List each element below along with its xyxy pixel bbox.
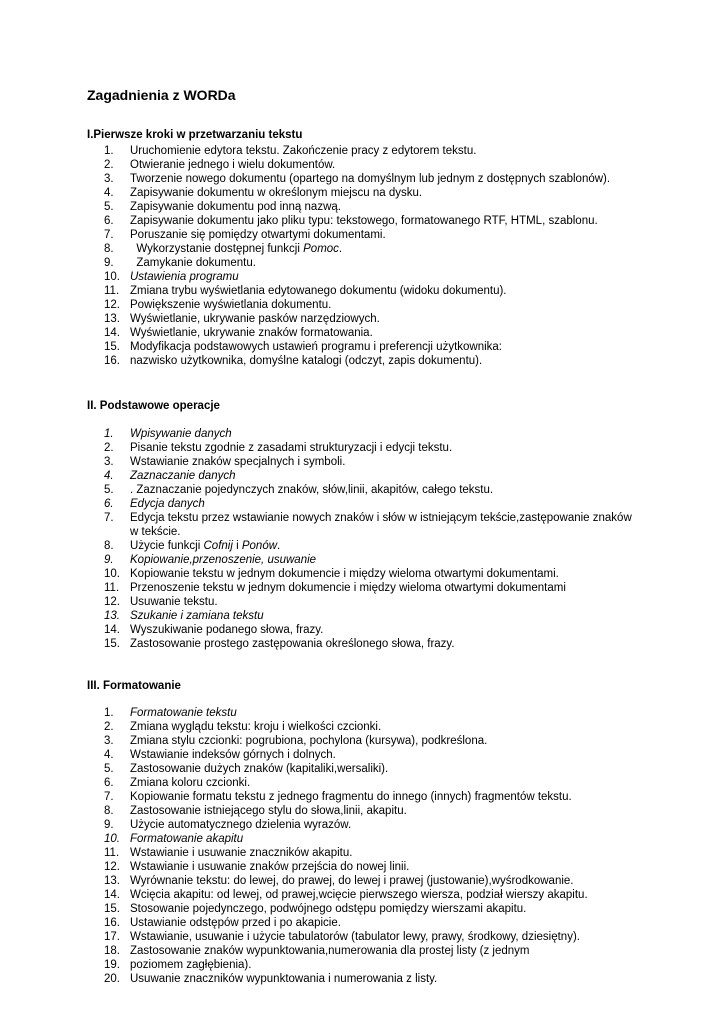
item-number: 2. bbox=[104, 721, 114, 733]
item-text-plain: Tworzenie nowego dokumentu (opartego na domyślnym lub jednym z dostępnych szablonów). bbox=[130, 173, 611, 185]
item-text bbox=[130, 888, 640, 902]
item-number: 16. bbox=[104, 917, 120, 929]
item-number: 14. bbox=[104, 327, 120, 339]
item-text bbox=[130, 553, 640, 567]
item-text-italic: Wpisywanie danych bbox=[130, 428, 232, 440]
item-text-plain: Zastosowanie prostego zastępowania określonego słowa, frazy. bbox=[130, 638, 455, 650]
list-item bbox=[0, 158, 724, 172]
item-text bbox=[130, 581, 640, 595]
item-number: 9. bbox=[104, 819, 114, 831]
list-item bbox=[0, 200, 724, 214]
item-text bbox=[130, 776, 640, 790]
item-text-italic: Cofnij bbox=[203, 540, 233, 552]
item-text bbox=[130, 270, 640, 284]
item-number: 2. bbox=[104, 159, 114, 171]
item-text bbox=[130, 832, 640, 846]
item-text-plain: . bbox=[277, 540, 281, 552]
section-heading-1: I.Pierwsze kroki w przetwarzaniu tekstu bbox=[87, 129, 303, 141]
item-text-plain: Otwieranie jednego i wielu dokumentów. bbox=[130, 159, 336, 171]
list-item bbox=[0, 427, 724, 441]
item-text bbox=[130, 944, 640, 958]
item-number: 4. bbox=[104, 187, 114, 199]
list-item bbox=[0, 284, 724, 298]
item-text bbox=[130, 706, 640, 720]
item-number: 16. bbox=[104, 355, 120, 367]
list-item bbox=[0, 595, 724, 609]
item-number: 4. bbox=[104, 749, 114, 761]
item-text-plain: . Zaznaczanie pojedynczych znaków, słów,linii, akapitów, całego tekstu. bbox=[130, 484, 494, 496]
list-item bbox=[0, 623, 724, 637]
item-text-plain: Kopiowanie formatu tekstu z jednego fragmentu do innego (innych) fragmentów tekstu. bbox=[130, 791, 572, 803]
list-item bbox=[0, 186, 724, 200]
item-number: 15. bbox=[104, 903, 120, 915]
item-text bbox=[130, 483, 640, 497]
item-text-plain: Wyświetlanie, ukrywanie znaków formatowania. bbox=[130, 327, 373, 339]
item-text-italic: Edycja danych bbox=[130, 498, 205, 510]
item-text-plain: Wstawianie i usuwanie znaków przejścia do nowej linii. bbox=[130, 861, 410, 873]
list-item bbox=[0, 958, 724, 972]
item-text-plain: Uruchomienie edytora tekstu. Zakończenie pracy z edytorem tekstu. bbox=[130, 145, 477, 157]
item-number: 13. bbox=[104, 610, 120, 622]
list-item bbox=[0, 172, 724, 186]
item-text-italic: Ponów bbox=[241, 540, 278, 552]
document-title: Zagadnienia z WORDa bbox=[87, 87, 236, 103]
list-item bbox=[0, 214, 724, 228]
item-text-plain: Użycie funkcji bbox=[130, 540, 204, 552]
item-number: 6. bbox=[104, 498, 114, 510]
item-text-plain: Zapisywanie dokumentu w określonym miejscu na dysku. bbox=[130, 187, 423, 199]
item-text-italic: Zaznaczanie danych bbox=[130, 470, 236, 482]
item-text bbox=[130, 284, 640, 298]
item-text-plain: Powiększenie wyświetlania dokumentu. bbox=[130, 299, 332, 311]
item-number: 4. bbox=[104, 470, 114, 482]
item-text bbox=[130, 298, 640, 312]
section-1-list bbox=[0, 144, 724, 368]
item-text bbox=[130, 748, 640, 762]
item-text-plain: nazwisko użytkownika, domyślne katalogi (odczyt, zapis dokumentu). bbox=[130, 355, 483, 367]
item-text bbox=[130, 427, 640, 441]
item-number: 10. bbox=[104, 568, 120, 580]
list-item bbox=[0, 818, 724, 832]
list-item bbox=[0, 469, 724, 483]
item-text-plain: Wcięcia akapitu: od lewej, od prawej,wcięcie pierwszego wiersza, podział wierszy akapitu. bbox=[130, 889, 588, 901]
list-item bbox=[0, 762, 724, 776]
item-text-plain: Kopiowanie tekstu w jednym dokumencie i między wieloma otwartymi dokumentami. bbox=[130, 568, 559, 580]
item-text bbox=[130, 340, 640, 354]
item-text bbox=[130, 228, 640, 242]
item-number: 18. bbox=[104, 945, 120, 957]
list-item bbox=[0, 581, 724, 595]
item-number: 1. bbox=[104, 428, 114, 440]
item-text-plain: Edycja tekstu przez wstawianie nowych znaków i słów w istniejącym tekście,zastępowanie znaków w tekście. bbox=[130, 512, 635, 538]
item-number: 10. bbox=[104, 833, 120, 845]
item-text-plain: Modyfikacja podstawowych ustawień programu i preferencji użytkownika: bbox=[130, 341, 503, 353]
item-text bbox=[130, 455, 640, 469]
list-item bbox=[0, 455, 724, 469]
item-text bbox=[130, 441, 640, 455]
item-number: 19. bbox=[104, 959, 120, 971]
item-text bbox=[130, 637, 640, 651]
list-item bbox=[0, 609, 724, 623]
list-item bbox=[0, 228, 724, 242]
list-item bbox=[0, 748, 724, 762]
section-heading-3: III. Formatowanie bbox=[87, 680, 181, 692]
list-item bbox=[0, 874, 724, 888]
list-item bbox=[0, 298, 724, 312]
item-text bbox=[130, 916, 640, 930]
list-item bbox=[0, 972, 724, 986]
item-number: 20. bbox=[104, 973, 120, 985]
item-number: 6. bbox=[104, 777, 114, 789]
list-item bbox=[0, 860, 724, 874]
item-number: 14. bbox=[104, 889, 120, 901]
item-number: 7. bbox=[104, 229, 114, 241]
item-text-plain: Stosowanie pojedynczego, podwójnego odstępu pomiędzy wierszami akapitu. bbox=[130, 903, 527, 915]
list-item bbox=[0, 888, 724, 902]
item-text bbox=[130, 804, 640, 818]
item-text bbox=[130, 144, 640, 158]
item-text-plain: Pisanie tekstu zgodnie z zasadami strukturyzacji i edycji tekstu. bbox=[130, 442, 453, 454]
list-item bbox=[0, 144, 724, 158]
item-text-plain: Zastosowanie dużych znaków (kapitaliki,wersaliki). bbox=[130, 763, 389, 775]
item-number: 5. bbox=[104, 763, 114, 775]
item-number: 12. bbox=[104, 299, 120, 311]
item-text-plain: Ustawianie odstępów przed i po akapicie. bbox=[130, 917, 341, 929]
list-item bbox=[0, 804, 724, 818]
item-text-plain: Wstawianie indeksów górnych i dolnych. bbox=[130, 749, 336, 761]
item-text bbox=[130, 623, 640, 637]
list-item bbox=[0, 256, 724, 270]
item-text-plain: Zapisywanie dokumentu jako pliku typu: tekstowego, formatowanego RTF, HTML, szablonu. bbox=[130, 215, 598, 227]
item-text-plain: Usuwanie znaczników wypunktowania i numerowania z listy. bbox=[130, 973, 438, 985]
item-text-plain: Zastosowanie znaków wypunktowania,numerowania dla prostej listy (z jednym bbox=[130, 945, 530, 957]
item-text bbox=[130, 874, 640, 888]
item-text-plain: Zmiana wyglądu tekstu: kroju i wielkości czcionki. bbox=[130, 721, 382, 733]
item-text bbox=[130, 734, 640, 748]
item-text-italic: Formatowanie akapitu bbox=[130, 833, 244, 845]
item-text bbox=[130, 595, 640, 609]
item-number: 14. bbox=[104, 624, 120, 636]
list-item bbox=[0, 511, 724, 539]
item-number: 11. bbox=[104, 582, 120, 594]
list-item bbox=[0, 354, 724, 368]
item-number: 9. bbox=[104, 554, 114, 566]
item-text-plain: Wyrównanie tekstu: do lewej, do prawej, do lewej i prawej (justowanie),wyśrodkowanie. bbox=[130, 875, 574, 887]
item-text-italic: Formatowanie tekstu bbox=[130, 707, 237, 719]
item-text bbox=[130, 609, 640, 623]
item-number: 3. bbox=[104, 735, 114, 747]
item-text-plain: Wyszukiwanie podanego słowa, frazy. bbox=[130, 624, 324, 636]
item-text bbox=[130, 902, 640, 916]
item-text-plain: Wstawianie, usuwanie i użycie tabulatorów (tabulator lewy, prawy, środkowy, dziesiętny). bbox=[130, 931, 580, 943]
list-item bbox=[0, 846, 724, 860]
list-item bbox=[0, 567, 724, 581]
item-text bbox=[130, 790, 640, 804]
item-text bbox=[130, 762, 640, 776]
list-item bbox=[0, 720, 724, 734]
list-item bbox=[0, 637, 724, 651]
list-item bbox=[0, 312, 724, 326]
item-text-plain: Zamykanie dokumentu. bbox=[130, 257, 256, 269]
list-item bbox=[0, 944, 724, 958]
item-text bbox=[130, 469, 640, 483]
item-text-italic: Pomoc bbox=[303, 243, 339, 255]
section-3-list bbox=[0, 706, 724, 986]
list-item bbox=[0, 930, 724, 944]
item-text bbox=[130, 242, 640, 256]
item-number: 8. bbox=[104, 243, 114, 255]
item-text bbox=[130, 312, 640, 326]
item-number: 10. bbox=[104, 271, 120, 283]
item-number: 5. bbox=[104, 484, 114, 496]
item-number: 11. bbox=[104, 847, 120, 859]
list-item bbox=[0, 790, 724, 804]
item-text-plain: Wstawianie i usuwanie znaczników akapitu. bbox=[130, 847, 353, 859]
item-number: 17. bbox=[104, 931, 120, 943]
list-item bbox=[0, 916, 724, 930]
item-text-italic: Ustawienia programu bbox=[130, 271, 239, 283]
item-number: 15. bbox=[104, 341, 120, 353]
item-number: 7. bbox=[104, 791, 114, 803]
item-number: 15. bbox=[104, 638, 120, 650]
item-number: 8. bbox=[104, 805, 114, 817]
list-item bbox=[0, 776, 724, 790]
item-text bbox=[130, 511, 640, 539]
item-text bbox=[130, 720, 640, 734]
item-text-plain: Usuwanie tekstu. bbox=[130, 596, 218, 608]
item-number: 1. bbox=[104, 707, 114, 719]
item-text-plain: i bbox=[232, 540, 242, 552]
list-item bbox=[0, 553, 724, 567]
item-text-plain: poziomem zagłębienia). bbox=[130, 959, 252, 971]
item-number: 6. bbox=[104, 215, 114, 227]
list-item bbox=[0, 539, 724, 553]
item-text bbox=[130, 972, 640, 986]
item-text bbox=[130, 172, 640, 186]
list-item bbox=[0, 706, 724, 720]
item-number: 13. bbox=[104, 875, 120, 887]
item-text bbox=[130, 354, 640, 368]
item-number: 8. bbox=[104, 540, 114, 552]
list-item bbox=[0, 483, 724, 497]
list-item bbox=[0, 242, 724, 256]
item-number: 1. bbox=[104, 145, 114, 157]
item-text-plain: Wstawianie znaków specjalnych i symboli. bbox=[130, 456, 346, 468]
list-item bbox=[0, 902, 724, 916]
item-text-plain: Zmiana trybu wyświetlania edytowanego dokumentu (widoku dokumentu). bbox=[130, 285, 507, 297]
item-text-plain: . bbox=[338, 243, 343, 255]
item-number: 12. bbox=[104, 596, 120, 608]
item-text bbox=[130, 930, 640, 944]
item-text-plain: Poruszanie się pomiędzy otwartymi dokumentami. bbox=[130, 229, 386, 241]
item-text bbox=[130, 958, 640, 972]
list-item bbox=[0, 497, 724, 511]
list-item bbox=[0, 340, 724, 354]
item-text bbox=[130, 497, 640, 511]
item-number: 13. bbox=[104, 313, 120, 325]
item-text-italic: Szukanie i zamiana tekstu bbox=[130, 610, 264, 622]
list-item bbox=[0, 326, 724, 340]
item-number: 7. bbox=[104, 512, 114, 524]
item-text-plain: Użycie automatycznego dzielenia wyrazów. bbox=[130, 819, 352, 831]
item-text bbox=[130, 846, 640, 860]
item-text-plain: Zmiana stylu czcionki: pogrubiona, pochylona (kursywa), podkreślona. bbox=[130, 735, 488, 747]
item-number: 2. bbox=[104, 442, 114, 454]
section-2-list bbox=[0, 427, 724, 651]
item-text-plain: Zmiana koloru czcionki. bbox=[130, 777, 251, 789]
item-text-italic: Kopiowanie,przenoszenie, usuwanie bbox=[130, 554, 317, 566]
item-number: 9. bbox=[104, 257, 114, 269]
item-text-plain: Zapisywanie dokumentu pod inną nazwą. bbox=[130, 201, 341, 213]
item-text bbox=[130, 539, 640, 553]
list-item bbox=[0, 734, 724, 748]
item-text-plain: Zastosowanie istniejącego stylu do słowa,linii, akapitu. bbox=[130, 805, 407, 817]
item-text bbox=[130, 567, 640, 581]
list-item bbox=[0, 832, 724, 846]
item-text bbox=[130, 256, 640, 270]
item-text-plain: Wykorzystanie dostępnej funkcji bbox=[130, 243, 304, 255]
item-text-plain: Wyświetlanie, ukrywanie pasków narzędziowych. bbox=[130, 313, 380, 325]
list-item bbox=[0, 270, 724, 284]
item-number: 12. bbox=[104, 861, 120, 873]
item-number: 5. bbox=[104, 201, 114, 213]
item-text bbox=[130, 860, 640, 874]
item-text bbox=[130, 326, 640, 340]
list-item bbox=[0, 441, 724, 455]
item-text bbox=[130, 214, 640, 228]
item-number: 11. bbox=[104, 285, 120, 297]
item-text bbox=[130, 158, 640, 172]
item-text bbox=[130, 818, 640, 832]
item-text bbox=[130, 200, 640, 214]
item-text bbox=[130, 186, 640, 200]
item-text-plain: Przenoszenie tekstu w jednym dokumencie i między wieloma otwartymi dokumentami bbox=[130, 582, 566, 594]
section-heading-2: II. Podstawowe operacje bbox=[87, 400, 220, 412]
item-number: 3. bbox=[104, 456, 114, 468]
item-number: 3. bbox=[104, 173, 114, 185]
